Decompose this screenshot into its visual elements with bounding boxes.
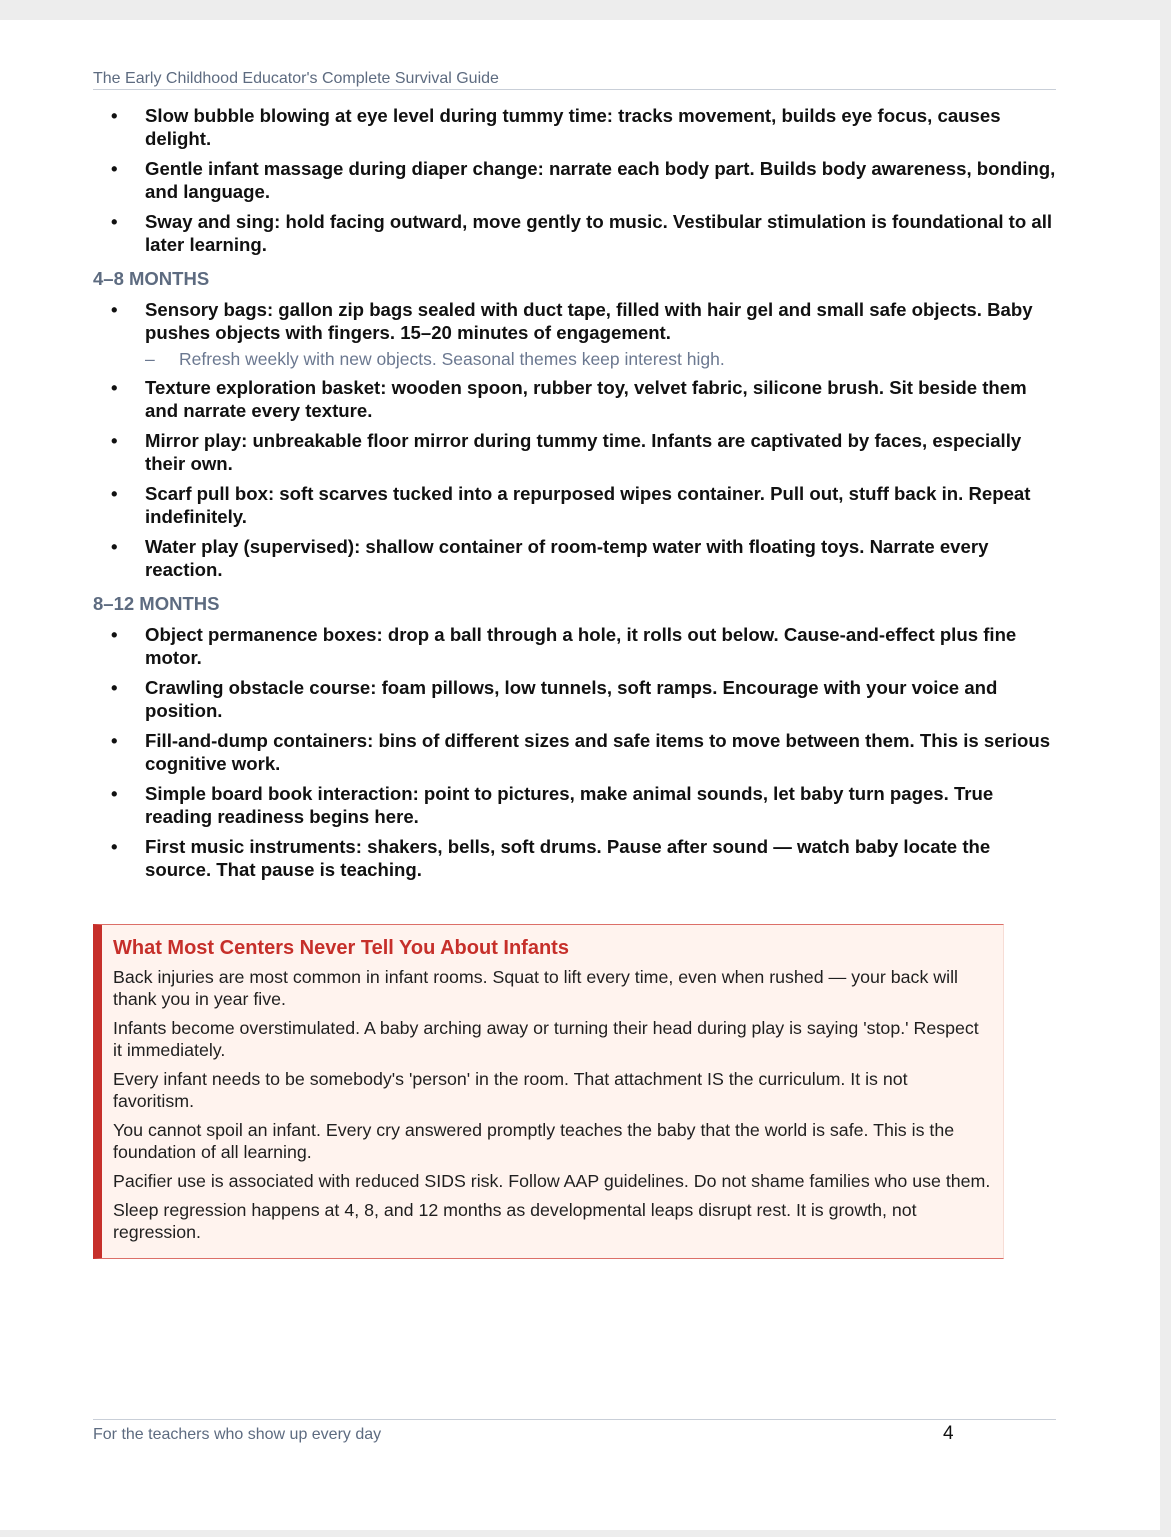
running-footer: For the teachers who show up every day xyxy=(93,1426,382,1443)
bullet-icon: • xyxy=(111,836,118,857)
list-item: • Texture exploration basket: wooden spoon, rubber toy, velvet fabric, silicone brush. Sit beside them and narrate every texture. xyxy=(111,377,1027,421)
activity-list-8-12-months xyxy=(93,623,1058,881)
list-item: • Water play (supervised): shallow container of room-temp water with floating toys. Narrate every reaction. xyxy=(111,536,989,580)
bullet-icon: • xyxy=(111,677,118,698)
callout-title: What Most Centers Never Tell You About Infants xyxy=(113,937,569,959)
section-heading-4-8-months: 4–8 MONTHS xyxy=(93,268,210,289)
running-header: The Early Childhood Educator's Complete Survival Guide xyxy=(93,70,1056,90)
bullet-icon: • xyxy=(111,624,118,645)
bullet-icon: • xyxy=(111,377,118,398)
list-item: • Scarf pull box: soft scarves tucked into a repurposed wipes container. Pull out, stuff back in. Repeat indefinitely. xyxy=(111,483,1031,527)
bullet-icon: • xyxy=(111,299,118,320)
callout-paragraph: Pacifier use is associated with reduced SIDS risk. Follow AAP guidelines. Do not shame families who use them. xyxy=(113,1171,991,1191)
list-item: • Sensory bags: gallon zip bags sealed with duct tape, filled with hair gel and small safe objects. Baby pushes objects with fingers. 15–20 minutes of engagement. xyxy=(111,299,1033,343)
bullet-icon: • xyxy=(111,211,118,232)
dash-icon: – xyxy=(145,349,155,369)
bullet-icon: • xyxy=(111,536,118,557)
footer-divider xyxy=(93,1419,1056,1420)
activity-list-4-8-months xyxy=(93,298,1058,344)
activity-list-4-8-months-continued xyxy=(93,376,1058,581)
callout-paragraph: Back injuries are most common in infant rooms. Squat to lift every time, even when rushed — your back will thank you in year five. xyxy=(113,967,958,1009)
bullet-icon: • xyxy=(111,105,118,126)
list-item: • First music instruments: shakers, bells, soft drums. Pause after sound — watch baby locate the source. That pause is teaching. xyxy=(111,836,991,880)
page-number: 4 xyxy=(943,1423,954,1444)
list-item: • Gentle infant massage during diaper change: narrate each body part. Builds body awareness, bonding, and language. xyxy=(111,158,1056,202)
list-item: • Fill-and-dump containers: bins of different sizes and safe items to move between them. This is serious cognitive work. xyxy=(111,730,1051,774)
callout-paragraph: You cannot spoil an infant. Every cry answered promptly teaches the baby that the world is safe. This is the foundation of all learning. xyxy=(113,1120,955,1162)
callout-paragraph: Every infant needs to be somebody's 'person' in the room. That attachment IS the curriculum. It is not favoritism. xyxy=(113,1069,908,1111)
list-item: • Slow bubble blowing at eye level during tummy time: tracks movement, builds eye focus, causes delight. xyxy=(111,105,1001,149)
callout-box xyxy=(93,924,1004,1259)
main-content xyxy=(93,104,1058,888)
list-item: • Sway and sing: hold facing outward, move gently to music. Vestibular stimulation is foundational to all later learning. xyxy=(111,211,1053,255)
bullet-icon: • xyxy=(111,430,118,451)
callout-paragraph: Infants become overstimulated. A baby arching away or turning their head during play is saying 'stop.' Respect it immediately. xyxy=(113,1018,979,1060)
bullet-icon: • xyxy=(111,158,118,179)
list-item: • Mirror play: unbreakable floor mirror during tummy time. Infants are captivated by faces, especially their own. xyxy=(111,430,1022,474)
callout-paragraph: Sleep regression happens at 4, 8, and 12 months as developmental leaps disrupt rest. It is growth, not regression. xyxy=(113,1200,917,1242)
list-item: • Object permanence boxes: drop a ball through a hole, it rolls out below. Cause-and-effect plus fine motor. xyxy=(111,624,1017,668)
bullet-icon: • xyxy=(111,730,118,751)
section-heading-8-12-months: 8–12 MONTHS xyxy=(93,593,220,614)
list-item: • Crawling obstacle course: foam pillows, low tunnels, soft ramps. Encourage with your voice and position. xyxy=(111,677,998,721)
list-item: • Simple board book interaction: point to pictures, make animal sounds, let baby turn pages. True reading readiness begins here. xyxy=(111,783,994,827)
bullet-icon: • xyxy=(111,783,118,804)
sub-note: – Refresh weekly with new objects. Seasonal themes keep interest high. xyxy=(145,349,725,369)
bullet-icon: • xyxy=(111,483,118,504)
intro-activity-list xyxy=(93,104,1058,256)
